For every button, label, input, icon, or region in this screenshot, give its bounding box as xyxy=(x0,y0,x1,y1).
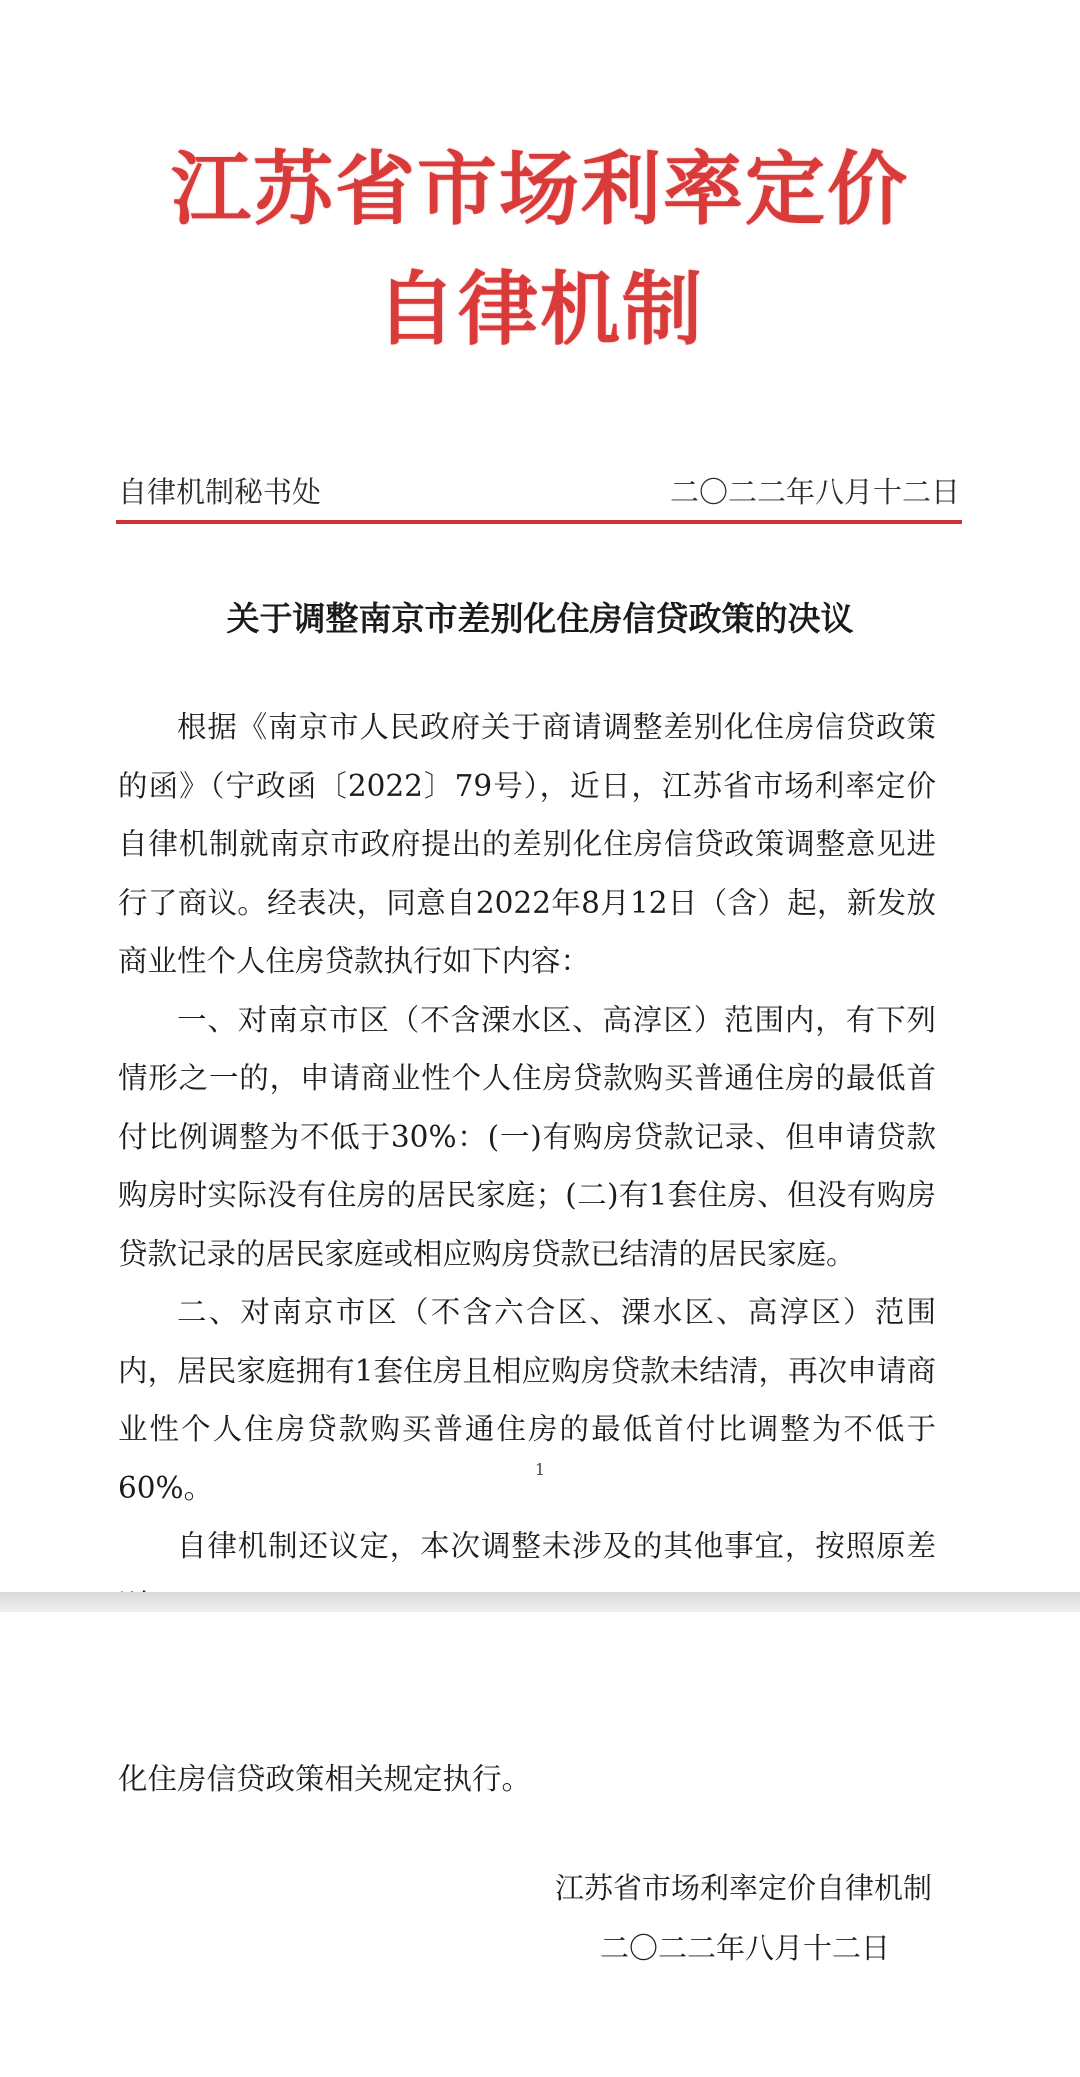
page-separator xyxy=(0,1592,1080,1612)
paragraph-closing: 自律机制还议定，本次调整未涉及的其他事宜，按照原差 xyxy=(177,1529,936,1563)
page-number: 1 xyxy=(534,1460,546,1479)
issuer-meta-row xyxy=(118,470,960,511)
header-title-line2: 自律机制 xyxy=(376,263,704,356)
red-header-rule xyxy=(116,520,962,524)
document-page-2 xyxy=(0,1612,1080,2077)
paragraph-item-2: 二、对南京市区（不含六合区、溧水区、高淳区）范围内，居民家庭拥有1套住房且相应购房贷款未结清，再次申请商业性个人住房贷款购买普通住房的最低首付比调整为不低于60%。 xyxy=(118,1295,936,1505)
document-title: 关于调整南京市差别化住房信贷政策的决议 xyxy=(226,599,854,638)
document-body xyxy=(118,698,936,1634)
paragraph-continuation: 化住房信贷政策相关规定执行。 xyxy=(118,1762,532,1796)
signature-organization: 江苏省市场利率定价自律机制 xyxy=(554,1871,932,1905)
header-title-line1: 江苏省市场利率定价 xyxy=(171,143,909,236)
signature-date: 二〇二二年八月十二日 xyxy=(599,1931,890,1965)
issuer-office: 自律机制秘书处 xyxy=(118,475,322,509)
issue-date: 二〇二二年八月十二日 xyxy=(669,475,960,509)
paragraph-item-1: 一、对南京市区（不含溧水区、高淳区）范围内，有下列情形之一的，申请商业性个人住房贷款购买普通住房的最低首付比例调整为不低于30%：(一)有购房贷款记录、但申请贷款购房时实际没有住房的居民家庭；(二)有1套住房、但没有购房贷款记录的居民家庭或相应购房贷款已结清的居民家庭。 xyxy=(118,1002,936,1271)
paragraph-preamble: 根据《南京市人民政府关于商请调整差别化住房信贷政策的函》（宁政函〔2022〕79号），近日，江苏省市场利率定价自律机制就南京市政府提出的差别化住房信贷政策调整意见进行了商议。经表决，同意自2022年8月12日（含）起，新发放商业性个人住房贷款执行如下内容： xyxy=(118,710,936,978)
